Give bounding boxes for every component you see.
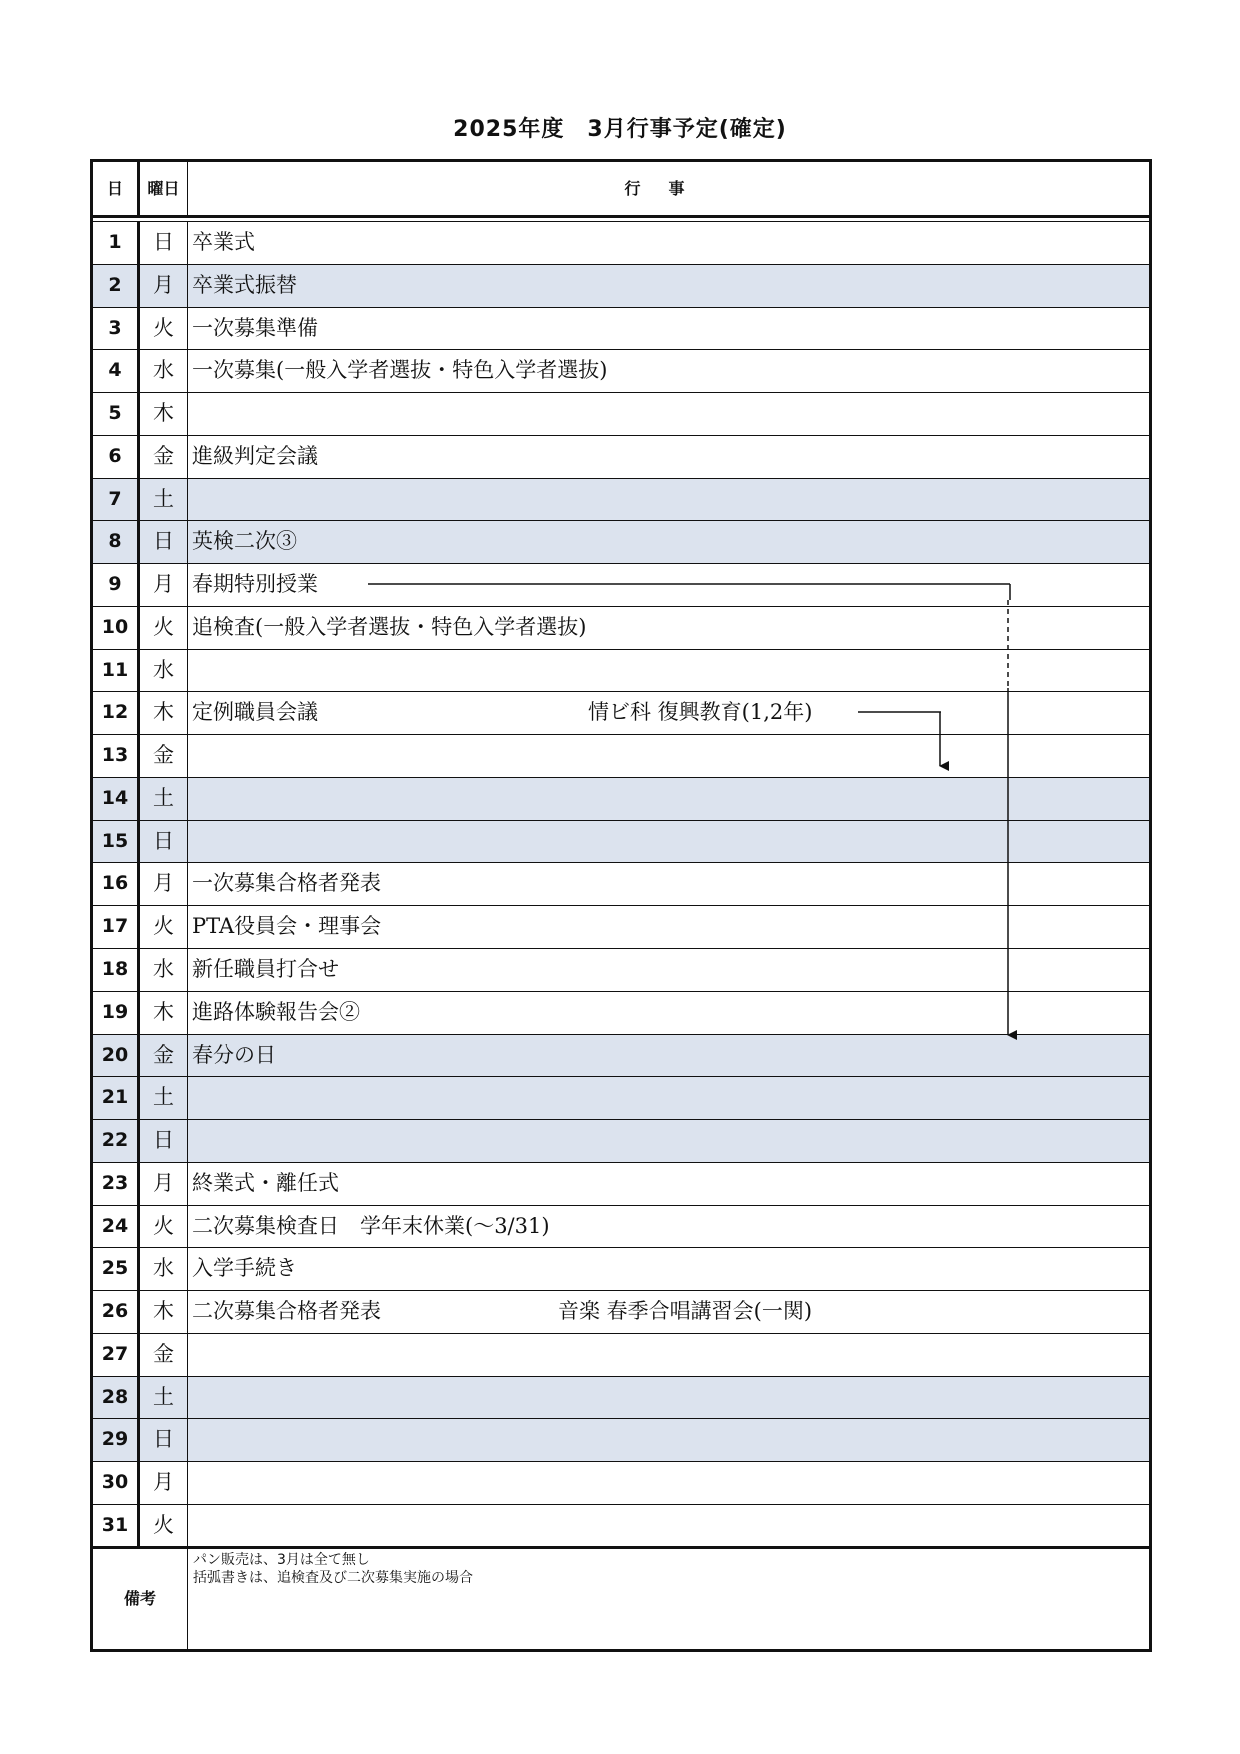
weekday-cell: 月 — [140, 863, 188, 905]
weekday-cell: 火 — [140, 308, 188, 350]
day-cell: 26 — [93, 1291, 140, 1333]
day-cell: 16 — [93, 863, 140, 905]
page-title: 2025年度 3月行事予定(確定) — [453, 117, 787, 142]
event-cell: 進級判定会議 — [192, 443, 318, 468]
weekday-cell: 火 — [140, 1505, 188, 1547]
day-cell: 12 — [93, 692, 140, 734]
weekday-cell: 木 — [140, 393, 188, 435]
day-cell: 13 — [93, 735, 140, 777]
day-cell: 2 — [93, 265, 140, 307]
weekday-cell: 金 — [140, 436, 188, 478]
day-cell: 31 — [93, 1505, 140, 1547]
day-cell: 21 — [93, 1077, 140, 1119]
event-secondary: 情ビ科 復興教育(1,2年) — [588, 700, 813, 725]
day-cell: 18 — [93, 949, 140, 991]
event-cell: 進路体験報告会② — [192, 999, 360, 1024]
day-cell: 1 — [93, 222, 140, 264]
day-cell: 7 — [93, 479, 140, 521]
event-cell: 春分の日 — [192, 1042, 276, 1067]
weekday-cell: 水 — [140, 949, 188, 991]
weekday-cell: 火 — [140, 1206, 188, 1248]
weekday-cell: 日 — [140, 521, 188, 563]
remark-line: 括弧書きは、追検査及び二次募集実施の場合 — [193, 1570, 473, 1586]
day-cell: 17 — [93, 906, 140, 948]
weekday-cell: 土 — [140, 479, 188, 521]
event-cell: 英検二次③ — [192, 529, 297, 554]
weekday-cell: 日 — [140, 821, 188, 863]
weekday-cell: 木 — [140, 692, 188, 734]
day-cell: 20 — [93, 1035, 140, 1077]
header-events: 行事 — [624, 179, 713, 198]
event-cell: PTA役員会・理事会 — [192, 914, 382, 939]
remarks-label: 備考 — [93, 1549, 188, 1649]
day-cell: 23 — [93, 1163, 140, 1205]
day-cell: 29 — [93, 1419, 140, 1461]
day-cell: 27 — [93, 1334, 140, 1376]
event-cell: 一次募集準備 — [192, 315, 318, 340]
weekday-cell: 月 — [140, 265, 188, 307]
day-cell: 4 — [93, 350, 140, 392]
day-cell: 11 — [93, 650, 140, 692]
day-cell: 25 — [93, 1248, 140, 1290]
day-cell: 24 — [93, 1206, 140, 1248]
weekday-cell: 日 — [140, 1419, 188, 1461]
day-cell: 14 — [93, 778, 140, 820]
day-cell: 8 — [93, 521, 140, 563]
event-cell: 一次募集合格者発表 — [192, 871, 381, 896]
event-cell: 入学手続き — [192, 1256, 297, 1281]
remark-line: パン販売は、3月は全て無し — [193, 1552, 370, 1568]
event-cell: 二次募集検査日 学年末休業(～3/31) — [192, 1213, 550, 1238]
event-cell: 一次募集(一般入学者選抜・特色入学者選抜) — [192, 358, 608, 383]
weekday-cell: 金 — [140, 735, 188, 777]
event-cell: 卒業式 — [192, 230, 255, 254]
weekday-cell: 土 — [140, 1077, 188, 1119]
day-cell: 28 — [93, 1377, 140, 1419]
weekday-cell: 水 — [140, 350, 188, 392]
header-day: 日 — [93, 162, 140, 215]
weekday-cell: 日 — [140, 1120, 188, 1162]
weekday-cell: 水 — [140, 650, 188, 692]
event-secondary: 音楽 春季合唱講習会(一関) — [558, 1299, 813, 1324]
weekday-cell: 水 — [140, 1248, 188, 1290]
weekday-cell: 金 — [140, 1334, 188, 1376]
event-cell: 春期特別授業 — [192, 572, 318, 597]
event-cell: 終業式・離任式 — [192, 1170, 339, 1195]
header-weekday: 曜日 — [140, 162, 188, 215]
day-cell: 15 — [93, 821, 140, 863]
weekday-cell: 火 — [140, 906, 188, 948]
day-cell: 3 — [93, 308, 140, 350]
event-cell: 定例職員会議 — [192, 700, 318, 725]
weekday-cell: 月 — [140, 1462, 188, 1504]
day-cell: 10 — [93, 607, 140, 649]
day-cell: 19 — [93, 992, 140, 1034]
event-cell: 追検査(一般入学者選抜・特色入学者選抜) — [192, 614, 587, 639]
day-cell: 22 — [93, 1120, 140, 1162]
event-cell: 卒業式振替 — [192, 272, 297, 297]
event-cell: 二次募集合格者発表 — [192, 1299, 381, 1324]
day-cell: 5 — [93, 393, 140, 435]
weekday-cell: 土 — [140, 1377, 188, 1419]
day-cell: 6 — [93, 436, 140, 478]
weekday-cell: 土 — [140, 778, 188, 820]
day-cell: 9 — [93, 564, 140, 606]
weekday-cell: 木 — [140, 1291, 188, 1333]
weekday-cell: 木 — [140, 992, 188, 1034]
weekday-cell: 火 — [140, 607, 188, 649]
weekday-cell: 金 — [140, 1035, 188, 1077]
weekday-cell: 日 — [140, 222, 188, 264]
event-cell: 新任職員打合せ — [192, 957, 339, 982]
day-cell: 30 — [93, 1462, 140, 1504]
weekday-cell: 月 — [140, 564, 188, 606]
weekday-cell: 月 — [140, 1163, 188, 1205]
